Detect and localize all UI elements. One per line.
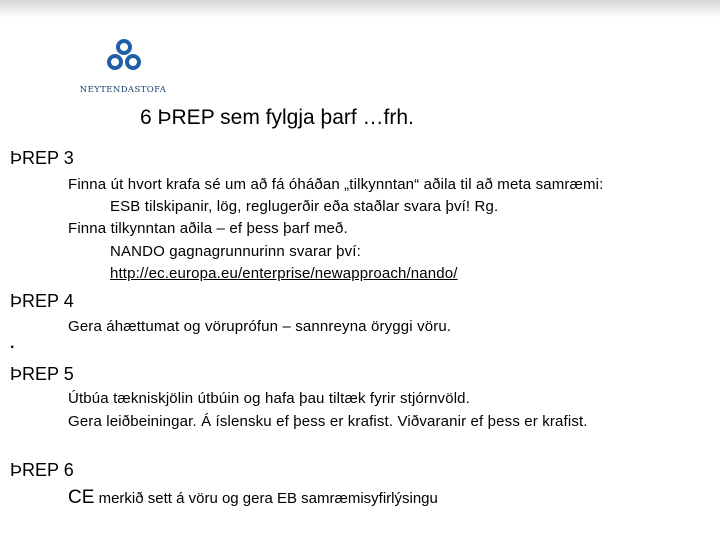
step-3-line-4: NANDO gagnagrunnurinn svarar því: (110, 243, 361, 260)
step-3-heading: ÞREP 3 (10, 148, 74, 168)
step-5-line-2: Gera leiðbeiningar. Á íslensku ef þess er krafist. Viðvaranir ef þess er krafist. (68, 413, 588, 430)
nando-link[interactable]: http://ec.europa.eu/enterprise/newapproach/nando/ (110, 265, 458, 282)
slide-title: 6 ÞREP sem fylgja þarf …frh. (140, 106, 414, 129)
step-5-line-1: Útbúa tækniskjölin útbúin og hafa þau tiltæk fyrir stjórnvöld. (68, 390, 470, 407)
step-3-line-1: Finna út hvort krafa sé um að fá óháðan „tilkynntan“ aðila til að meta samræmi: (68, 176, 604, 193)
header-gradient-bar (0, 0, 720, 18)
logo (76, 38, 170, 100)
step-5-heading: ÞREP 5 (10, 364, 74, 384)
step-4-line-1: Gera áhættumat og vöruprófun – sannreyna öryggi vöru. (68, 318, 452, 335)
step-3-line-2: ESB tilskipanir, lög, reglugerðir eða staðlar svara því! Rg. (110, 198, 499, 215)
step-3-line-3: Finna tilkynntan aðila – ef þess þarf með. (68, 220, 348, 237)
neytendastofa-logo-icon (107, 38, 141, 76)
step-6-heading: ÞREP 6 (10, 460, 74, 480)
step-6-line (68, 487, 438, 509)
stray-bullet: . (10, 335, 15, 352)
step-4-heading: ÞREP 4 (10, 291, 74, 311)
step-6-text: merkið sett á vöru og gera EB samræmisyfirlýsingu (94, 490, 438, 507)
logo-wordmark: NEYTENDASTOFA (79, 85, 167, 95)
ce-mark-label: CE (68, 487, 95, 508)
